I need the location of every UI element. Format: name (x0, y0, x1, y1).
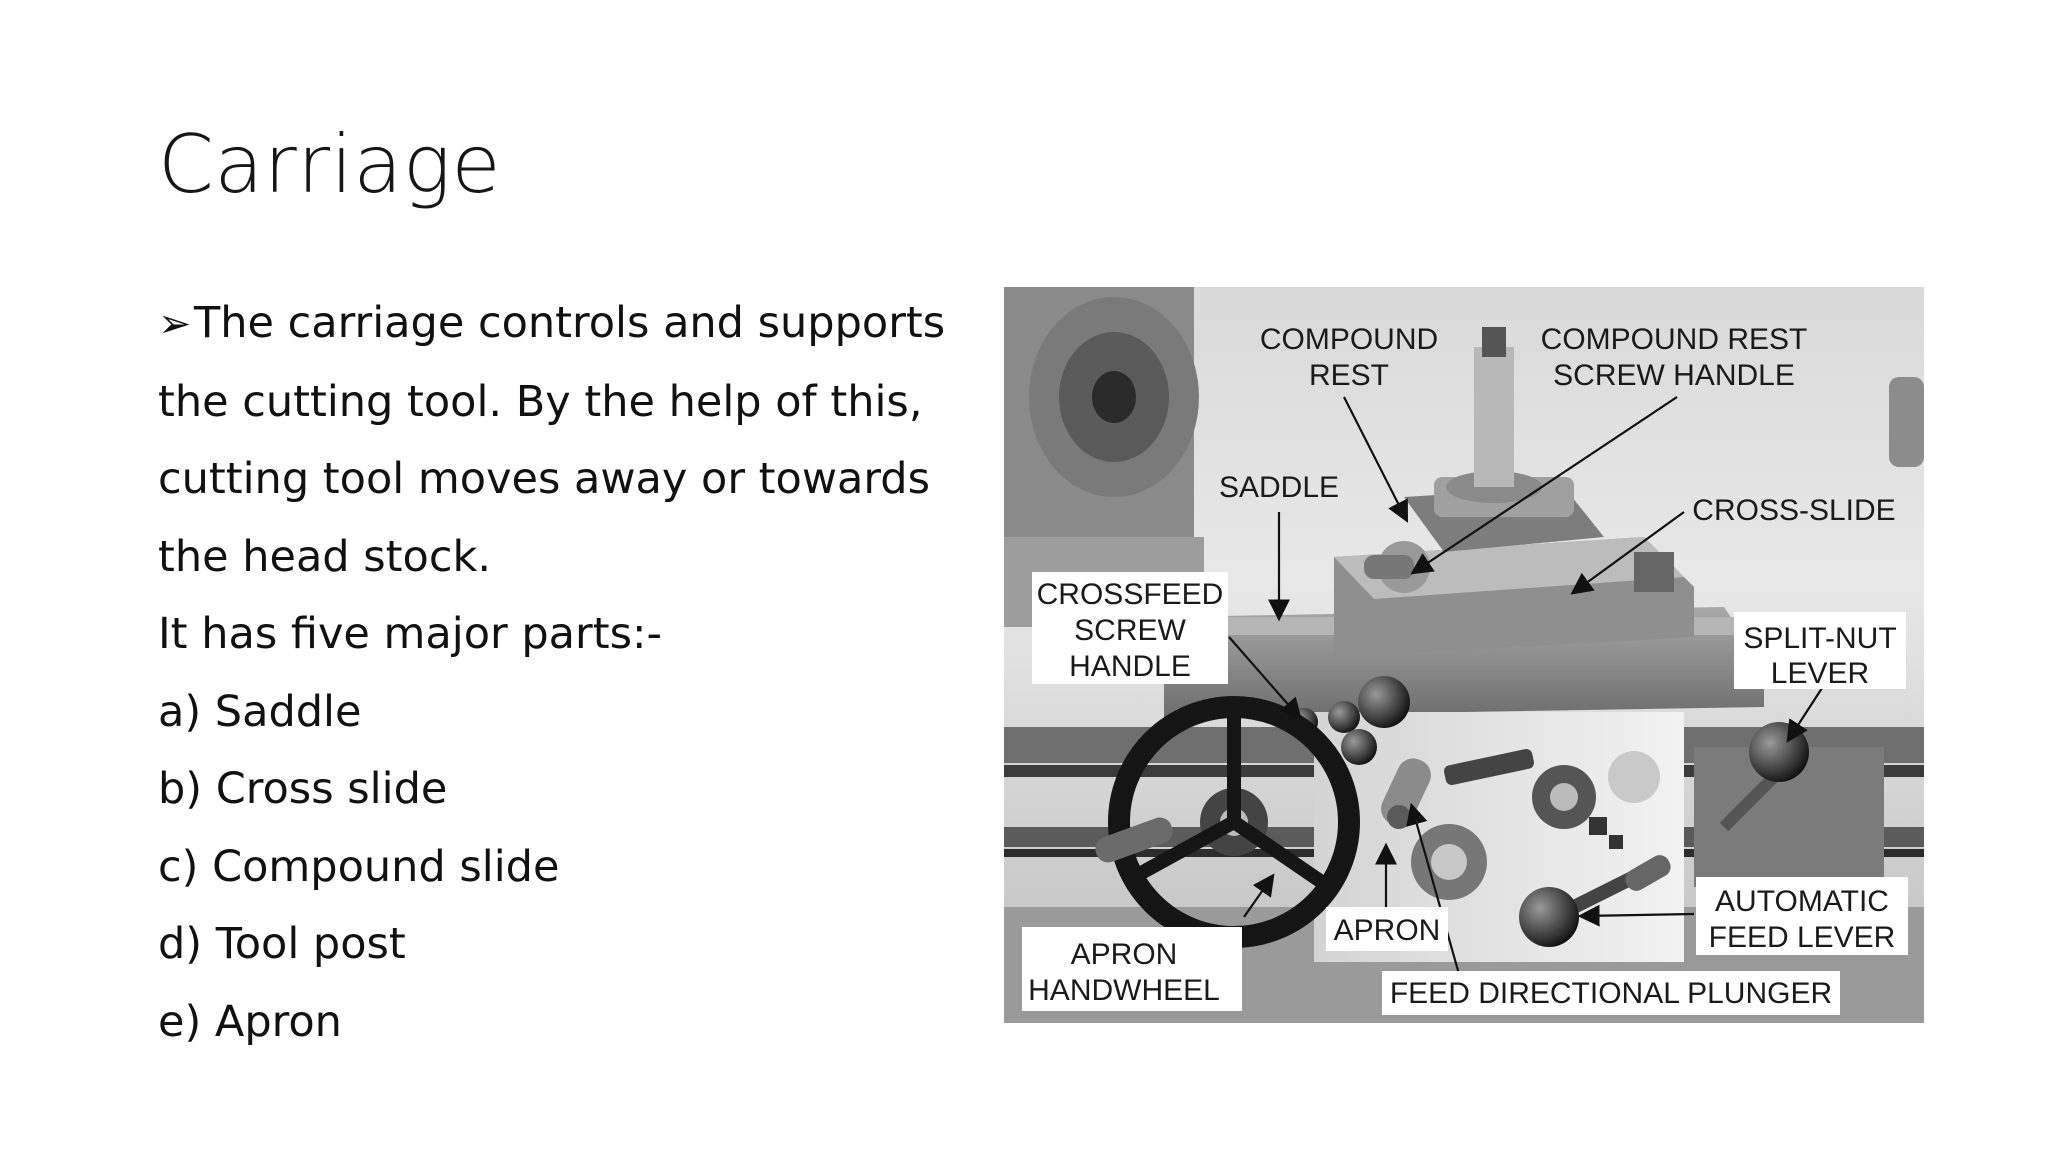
label-apron-handwheel-line-1: APRON (1070, 938, 1178, 971)
part-item-saddle: a) Saddle (158, 686, 362, 737)
label-auto-feed-line-2: FEED LEVER (1708, 921, 1896, 954)
body-line-2: the cutting tool. By the help of this, (158, 376, 923, 427)
label-compound-rest-line-2: REST (1308, 359, 1390, 392)
part-item-apron: e) Apron (158, 996, 342, 1047)
label-automatic-feed-lever (1696, 877, 1908, 955)
label-apron-text: APRON (1333, 914, 1441, 947)
label-apron-handwheel (1022, 927, 1242, 1011)
label-apron (1326, 907, 1448, 951)
label-split-nut-lever (1734, 612, 1906, 690)
part-item-compound-slide: c) Compound slide (158, 841, 560, 892)
body-line-1 (158, 285, 958, 364)
label-crossfeed-screw-handle (1032, 572, 1228, 684)
body-line-4: the head stock. (158, 531, 492, 582)
label-cross-slide: CROSS-SLIDE (1692, 494, 1896, 527)
body-line-1-text: The carriage controls and supports (194, 298, 946, 348)
tailstock-shape (1889, 377, 1924, 467)
slide-body (158, 285, 958, 1061)
label-crossfeed-line-2: SCREW (1074, 614, 1186, 647)
label-feed-directional-plunger (1382, 971, 1840, 1015)
label-feed-directional-plunger-text: FEED DIRECTIONAL PLUNGER (1389, 977, 1833, 1010)
part-item-cross-slide: b) Cross slide (158, 764, 448, 814)
arrow-bullet-icon: ➢ (158, 301, 192, 347)
lathe-carriage-diagram (1004, 287, 1924, 1023)
part-item-tool-post: d) Tool post (158, 919, 406, 969)
label-auto-feed-line-1: AUTOMATIC (1715, 885, 1889, 918)
label-crossfeed-line-1: CROSSFEED (1036, 578, 1224, 611)
label-compound-rest-screw-handle-line-1: COMPOUND REST (1540, 323, 1808, 356)
label-compound-rest-line-1: COMPOUND (1259, 323, 1439, 356)
label-saddle: SADDLE (1218, 471, 1340, 504)
lathe-carriage-figure (1004, 287, 1924, 1023)
label-crossfeed-line-3: HANDLE (1069, 650, 1191, 683)
slide-title: Carriage (158, 118, 502, 211)
parts-intro: It has five major parts:- (158, 609, 662, 659)
label-apron-handwheel-line-2: HANDWHEEL (1028, 974, 1220, 1007)
label-split-nut-line-1: SPLIT-NUT (1743, 622, 1897, 655)
label-compound-rest-screw-handle-line-2: SCREW HANDLE (1553, 359, 1795, 392)
body-line-3: cutting tool moves away or towards (158, 454, 930, 504)
label-split-nut-line-2: LEVER (1770, 657, 1870, 690)
